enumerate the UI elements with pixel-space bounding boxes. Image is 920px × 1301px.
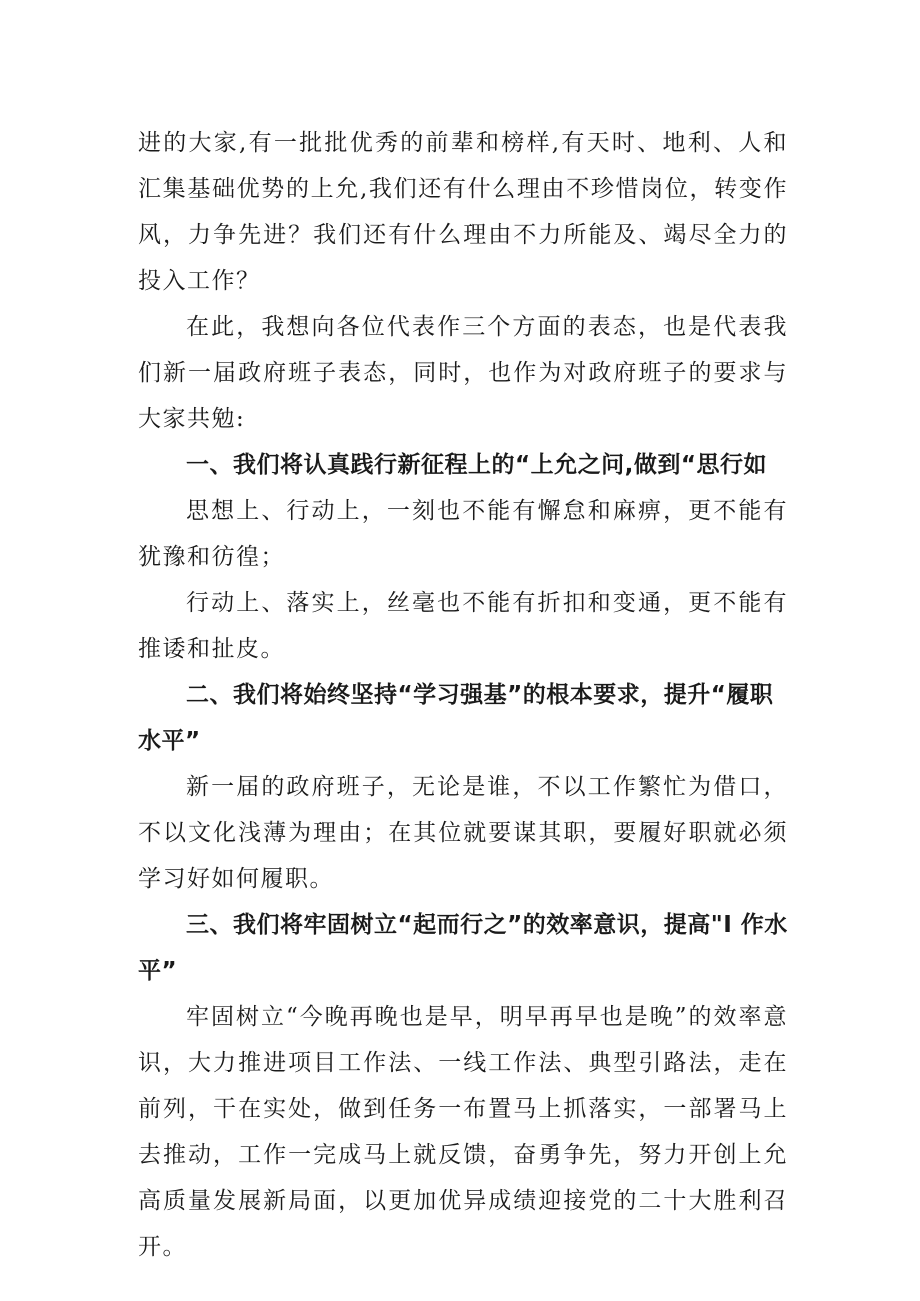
paragraph-5: 新一届的政府班子，无论是谁，不以工作繁忙为借口，不以文化浅薄为理由；在其位就要谋其职，要履好职就必须学习好如何履职。 xyxy=(138,774,788,892)
paragraph-4: 行动上、落实上，丝毫也不能有折扣和变通，更不能有推诿和扯皮。 xyxy=(138,590,788,662)
paragraph-3: 思想上、行动上，一刻也不能有懈怠和麻痹，更不能有犹豫和彷徨； xyxy=(138,498,788,570)
document-body xyxy=(138,120,788,1270)
section-heading-3: 三、我们将牢固树立“起而行之”的效率意识，提高"I 作水平” xyxy=(138,912,788,984)
section-heading-1: 一、我们将认真践行新征程上的“上允之问,做到“思行如 xyxy=(186,452,767,478)
section-heading-2: 二、我们将始终坚持“学习强基”的根本要求，提升“履职水平” xyxy=(138,682,774,754)
paragraph-6: 牢固树立“今晚再晚也是早，明早再早也是晚”的效率意识，大力推进项目工作法、一线工作法、典型引路法，走在前列，干在实处，做到任务一布置马上抓落实，一部署马上去推动，工作一完成马上就反馈，奋勇争先，努力开创上允高质量发展新局面，以更加优异成绩迎接党的二十大胜利召开。 xyxy=(138,1004,788,1260)
paragraph-1: 进的大家,有一批批优秀的前辈和榜样,有天时、地利、人和汇集基础优势的上允,我们还有什么理由不珍惜岗位，转变作风，力争先进？我们还有什么理由不力所能及、竭尽全力的投入工作？ xyxy=(138,130,788,294)
paragraph-2: 在此，我想向各位代表作三个方面的表态，也是代表我们新一届政府班子表态，同时，也作为对政府班子的要求与大家共勉: xyxy=(138,314,788,432)
